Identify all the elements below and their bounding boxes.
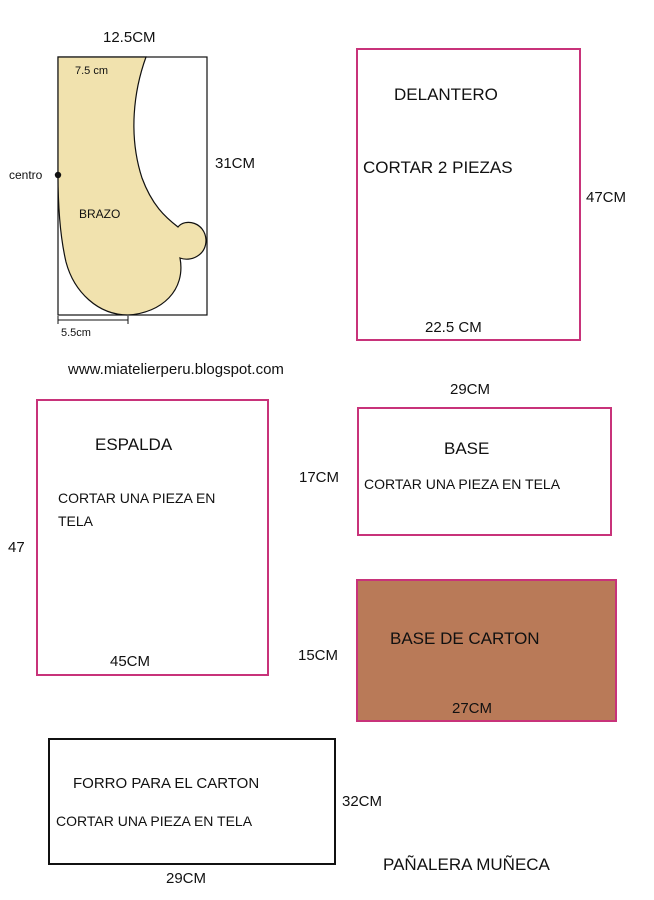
forro-title: FORRO PARA EL CARTON [73, 775, 260, 792]
delantero-instruction: CORTAR 2 PIEZAS [363, 158, 513, 177]
base-height-label: 17CM [299, 469, 340, 486]
espalda-height-label: 47 [8, 539, 25, 556]
website-link[interactable]: www.miatelierperu.blogspot.com [68, 361, 284, 378]
base-carton-width-label: 27CM [452, 700, 493, 717]
base-top-label: 29CM [450, 381, 491, 398]
arm-height-label: 31CM [215, 155, 256, 172]
arm-shape [58, 57, 206, 315]
delantero-title: DELANTERO [394, 85, 498, 104]
arm-center-label: centro [9, 168, 43, 182]
arm-inner-width-label: 7.5 cm [75, 65, 109, 77]
espalda-instruction-line2: TELA [58, 513, 94, 529]
forro-piece [48, 738, 336, 865]
arm-width-label: 12.5CM [103, 29, 156, 46]
arm-bottom-label: 5.5cm [61, 327, 91, 339]
delantero-width-label: 22.5 CM [425, 319, 482, 336]
base-instruction: CORTAR UNA PIEZA EN TELA [364, 476, 561, 492]
base-title: BASE [444, 439, 490, 458]
espalda-width-label: 45CM [110, 653, 151, 670]
base-piece [357, 407, 612, 536]
center-point [55, 172, 61, 178]
espalda-instruction-line1: CORTAR UNA PIEZA EN [58, 490, 216, 506]
arm-name-label: BRAZO [79, 207, 121, 221]
espalda-title: ESPALDA [95, 435, 173, 454]
forro-height-label: 32CM [342, 793, 383, 810]
delantero-height-label: 47CM [586, 189, 627, 206]
forro-width-label: 29CM [166, 870, 207, 887]
base-carton-height-label: 15CM [298, 647, 339, 664]
footer-title: PAÑALERA MUÑECA [383, 855, 550, 874]
base-carton-title: BASE DE CARTON [390, 629, 540, 648]
forro-instruction: CORTAR UNA PIEZA EN TELA [56, 813, 253, 829]
